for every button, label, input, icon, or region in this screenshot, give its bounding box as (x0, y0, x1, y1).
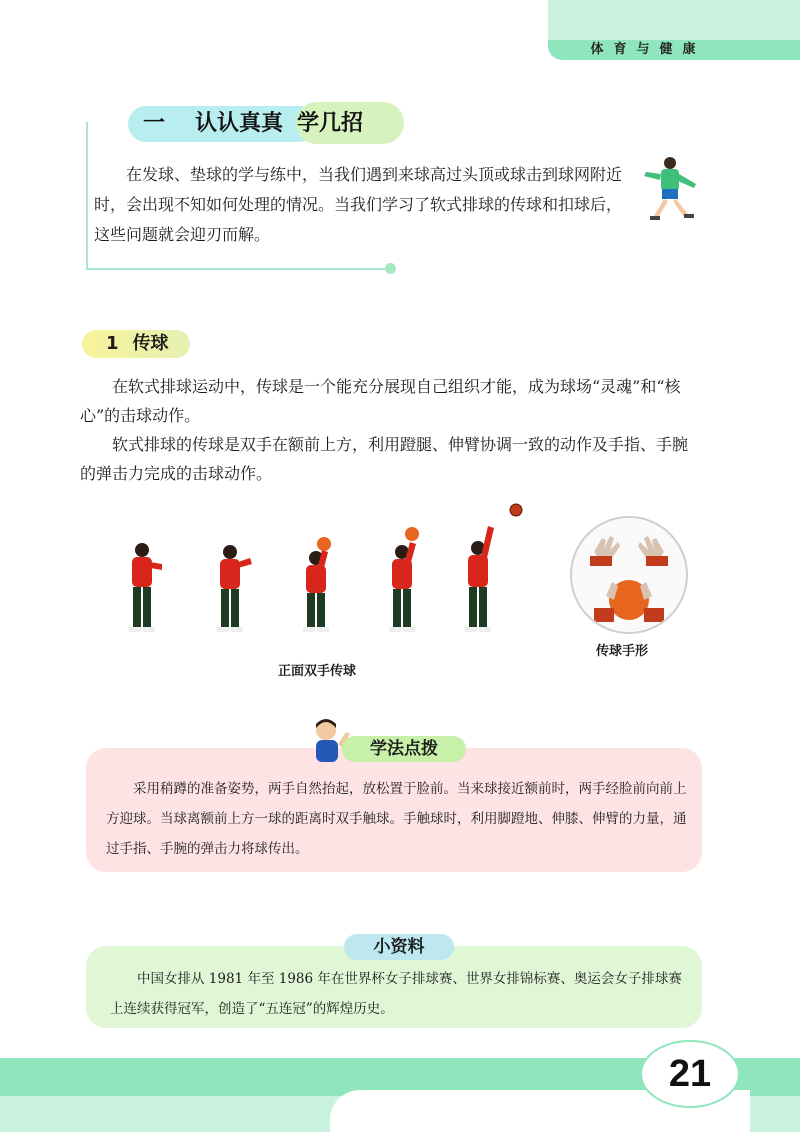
volleyball-icon (508, 502, 524, 518)
section-title (143, 106, 363, 142)
passing-figure-4 (372, 500, 442, 640)
info-text: 中国女排从 1981 年至 1986 年在世界杯女子排球赛、世界女排锦标赛、奥运会女子排球赛上连续获得冠军，创造了“五连冠”的辉煌历史。 (110, 971, 682, 1017)
subject-header: 体育与健康 (590, 42, 706, 57)
title-frame-dot (385, 263, 396, 274)
hand-shape-caption: 传球手形 (596, 644, 649, 659)
player-illustration (640, 154, 702, 226)
passing-figure-2 (200, 500, 270, 640)
subsection-number: 1 (106, 333, 119, 354)
hand-shape-figure (570, 516, 688, 634)
title-frame-line (86, 122, 88, 270)
subsection-title (106, 330, 169, 358)
tips-text: 采用稍蹲的准备姿势，两手自然抬起，放松置于脸前。当来球接近额前时，两手经脸前向前上方迎球。当球离额前上方一球的距离时双手触球。手触球时，利用脚蹬地、伸膝、伸臂的力量，通过手指、手腕的弹击力将球传出。 (106, 781, 687, 857)
subsection-title-text: 传球 (132, 333, 169, 354)
section-title-part2: 学几招 (297, 111, 364, 136)
paragraph: 软式排球的传球是双手在额前上方，利用蹬腿、伸臂协调一致的动作及手指、手腕的弹击力完成的击球动作。 (80, 435, 689, 483)
passing-figure-3 (288, 500, 358, 640)
tips-title: 学法点拨 (370, 739, 438, 759)
paragraph: 在软式排球运动中，传球是一个能充分展现自己组织才能，成为球场“灵魂”和“核心”的击球动作。 (80, 377, 681, 425)
section-number: 一 (143, 111, 166, 136)
passing-figure-5 (448, 500, 518, 640)
section-intro: 在发球、垫球的学与练中，当我们遇到来球高过头顶或球击到球网附近时，会出现不知如何处理的情况。当我们学习了软式排球的传球和扣球后，这些问题就会迎刃而解。 (94, 165, 623, 244)
page-number: 21 (668, 1053, 712, 1095)
hand-shape-illustration (572, 518, 686, 632)
section-title-part1: 认认真真 (195, 111, 284, 136)
title-frame-line (86, 268, 390, 270)
info-title: 小资料 (373, 937, 425, 957)
sequence-caption: 正面双手传球 (278, 664, 357, 679)
passing-figure-1 (112, 500, 182, 640)
